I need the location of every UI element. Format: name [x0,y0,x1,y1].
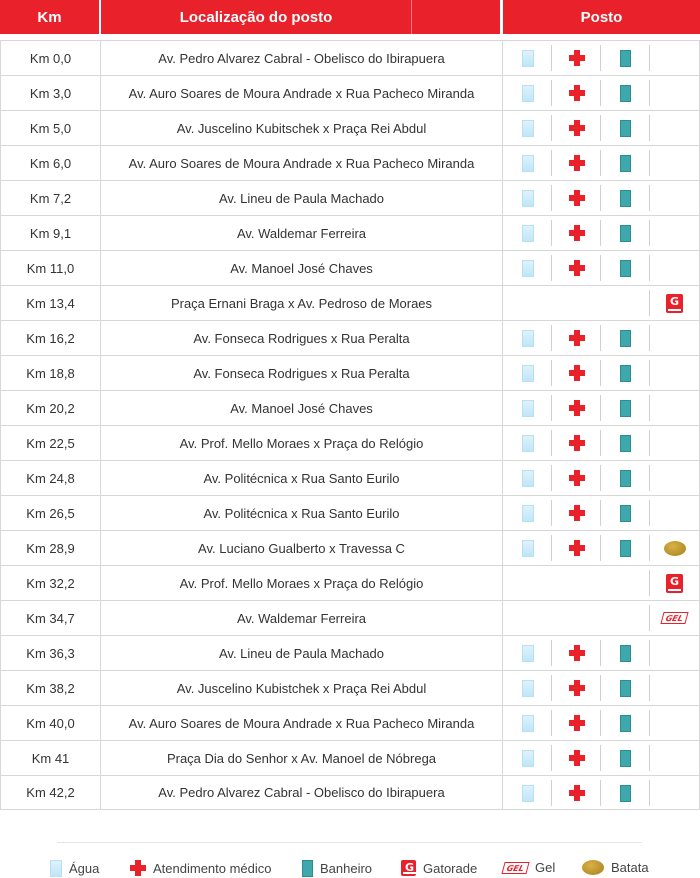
km-cell: Km 13,4 [0,286,101,320]
restroom-icon [620,50,631,67]
posto-slot [601,430,650,456]
posto-slot [601,675,650,701]
restroom-icon [620,190,631,207]
km-cell: Km 42,2 [0,776,101,809]
posto-slot [552,185,601,211]
legend-banheiro-label: Banheiro [320,861,373,876]
medical-cross-icon [569,470,585,486]
restroom-icon [620,435,631,452]
posto-slot [552,325,601,351]
posto-slot [552,500,601,526]
table-row [0,180,700,215]
legend [0,860,700,878]
restroom-icon [620,365,631,382]
table-row [0,565,700,600]
km-cell: Km 3,0 [0,76,101,110]
posto-cell [503,671,700,705]
water-cup-icon [522,645,534,662]
posto-slot [601,115,650,141]
restroom-icon [620,120,631,137]
gatorade-logo-icon [666,574,683,593]
location-cell: Av. Prof. Mello Moraes x Praça do Relógio [101,566,503,600]
km-cell: Km 9,1 [0,216,101,250]
posto-slot [552,535,601,561]
posto-slot [503,395,552,421]
table-row [0,40,700,75]
medical-cross-icon [569,330,585,346]
location-cell: Praça Ernani Braga x Av. Pedroso de Moraes [101,286,503,320]
posto-slot [503,780,552,806]
table-row [0,670,700,705]
restroom-icon [620,645,631,662]
posto-slot [552,675,601,701]
posto-slot [552,115,601,141]
posto-slot [601,80,650,106]
posto-slot [601,325,650,351]
posto-slot [552,45,601,71]
water-cup-icon [522,680,534,697]
medical-cross-icon [569,715,585,731]
posto-slot [601,535,650,561]
posto-slot [552,80,601,106]
posto-slot [552,465,601,491]
posto-slot [552,430,601,456]
posto-cell [503,41,700,75]
water-cup-icon [522,470,534,487]
posto-slot [601,255,650,281]
table-row [0,425,700,460]
posto-cell [503,286,700,320]
water-cup-icon [522,155,534,172]
posto-slot [601,150,650,176]
posto-cell [503,496,700,530]
restroom-icon [620,680,631,697]
table-row [0,705,700,740]
legend-gel-label: Gel [535,860,556,875]
water-cup-icon [522,190,534,207]
restroom-icon [620,540,631,557]
restroom-icon [620,225,631,242]
posto-table [0,40,700,810]
posto-cell [503,461,700,495]
posto-cell [503,426,700,460]
restroom-icon [620,155,631,172]
posto-slot [650,290,699,316]
posto-slot [503,115,552,141]
location-cell: Av. Auro Soares de Moura Andrade x Rua Pacheco Miranda [101,706,503,740]
km-cell: Km 28,9 [0,531,101,565]
km-cell: Km 40,0 [0,706,101,740]
posto-cell [503,146,700,180]
posto-slot [601,395,650,421]
legend-medico-label: Atendimento médico [153,860,272,876]
posto-slot [503,325,552,351]
km-cell: Km 20,2 [0,391,101,425]
water-cup-icon [522,120,534,137]
posto-slot [503,675,552,701]
header-localizacao: Localização do posto [101,0,411,34]
header-km: Km [0,0,99,34]
posto-slot [503,465,552,491]
posto-slot [503,535,552,561]
table-row [0,460,700,495]
posto-slot [503,430,552,456]
location-cell: Praça Dia do Senhor x Av. Manoel de Nóbrega [101,741,503,775]
km-cell: Km 38,2 [0,671,101,705]
posto-slot [601,745,650,771]
posto-cell [503,111,700,145]
posto-cell [503,741,700,775]
restroom-icon [620,750,631,767]
medical-cross-icon [569,260,585,276]
location-cell: Av. Lineu de Paula Machado [101,181,503,215]
water-cup-icon [522,50,534,67]
table-row [0,320,700,355]
restroom-icon [620,505,631,522]
legend-agua-label: Água [69,861,100,876]
posto-cell [503,531,700,565]
table-row [0,250,700,285]
table-row [0,495,700,530]
water-cup-icon [522,400,534,417]
water-cup-icon [522,435,534,452]
posto-slot [601,500,650,526]
location-cell: Av. Fonseca Rodrigues x Rua Peralta [101,321,503,355]
location-cell: Av. Lineu de Paula Machado [101,636,503,670]
medical-cross-icon [569,400,585,416]
table-row [0,215,700,250]
km-cell: Km 24,8 [0,461,101,495]
water-cup-icon [522,785,534,802]
location-cell: Av. Pedro Alvarez Cabral - Obelisco do Ibirapuera [101,41,503,75]
posto-slot [503,640,552,666]
table-row [0,110,700,145]
km-cell: Km 36,3 [0,636,101,670]
restroom-icon [620,400,631,417]
medical-cross-icon [569,190,585,206]
km-cell: Km 32,2 [0,566,101,600]
posto-cell [503,391,700,425]
water-cup-icon [522,750,534,767]
gatorade-logo-icon [401,860,416,876]
water-cup-icon [522,260,534,277]
posto-slot [552,255,601,281]
km-cell: Km 5,0 [0,111,101,145]
medical-cross-icon [569,120,585,136]
posto-slot [552,395,601,421]
location-cell: Av. Manoel José Chaves [101,391,503,425]
gel-logo-icon: GEL [501,862,529,874]
location-cell: Av. Manoel José Chaves [101,251,503,285]
posto-slot [503,80,552,106]
legend-gatorade-label: Gatorade [423,860,478,876]
location-cell: Av. Waldemar Ferreira [101,216,503,250]
legend-medico [130,860,272,876]
restroom-icon [620,785,631,802]
legend-gel [503,860,555,875]
water-cup-icon [522,85,534,102]
table-row [0,285,700,320]
posto-slot [601,45,650,71]
table-row [0,390,700,425]
km-cell: Km 18,8 [0,356,101,390]
header-localizacao-extension [411,0,500,34]
km-cell: Km 16,2 [0,321,101,355]
location-cell: Av. Prof. Mello Moraes x Praça do Relógio [101,426,503,460]
posto-cell [503,636,700,670]
medical-cross-icon [569,645,585,661]
medical-cross-icon [569,680,585,696]
gatorade-logo-icon [666,294,683,313]
posto-slot [503,500,552,526]
posto-slot [552,780,601,806]
location-cell: Av. Pedro Alvarez Cabral - Obelisco do Ibirapuera [101,776,503,809]
posto-cell [503,356,700,390]
potato-icon [582,860,604,875]
water-cup-icon [522,225,534,242]
medical-cross-icon [569,155,585,171]
location-cell: Av. Waldemar Ferreira [101,601,503,635]
km-cell: Km 22,5 [0,426,101,460]
posto-cell [503,706,700,740]
legend-gatorade [401,860,477,876]
water-cup-icon [522,505,534,522]
water-cup-icon [522,540,534,557]
potato-icon [664,541,686,556]
restroom-icon [302,860,313,877]
posto-slot [601,185,650,211]
posto-cell [503,321,700,355]
km-cell: Km 11,0 [0,251,101,285]
km-cell: Km 6,0 [0,146,101,180]
medical-cross-icon [569,225,585,241]
posto-slot [601,360,650,386]
medical-cross-icon [569,785,585,801]
medical-cross-icon [569,365,585,381]
table-row [0,775,700,810]
posto-slot [503,220,552,246]
legend-banheiro [302,860,372,877]
location-cell: Av. Fonseca Rodrigues x Rua Peralta [101,356,503,390]
water-cup-icon [522,365,534,382]
posto-slot [503,185,552,211]
posto-cell [503,601,700,635]
table-row [0,75,700,110]
header-posto: Posto [503,0,700,34]
location-cell: Av. Politécnica x Rua Santo Eurilo [101,496,503,530]
km-cell: Km 7,2 [0,181,101,215]
table-row [0,635,700,670]
posto-slot [552,710,601,736]
restroom-icon [620,260,631,277]
restroom-icon [620,85,631,102]
legend-agua [50,860,99,877]
posto-slot [601,780,650,806]
km-cell: Km 0,0 [0,41,101,75]
posto-slot [552,360,601,386]
posto-slot [503,745,552,771]
posto-slot [601,220,650,246]
location-cell: Av. Luciano Gualberto x Travessa C [101,531,503,565]
posto-cell [503,76,700,110]
legend-divider [57,842,642,843]
posto-slot [552,640,601,666]
table-row [0,740,700,775]
posto-cell [503,566,700,600]
posto-slot [650,535,699,561]
posto-slot [601,640,650,666]
posto-slot [503,45,552,71]
posto-cell [503,181,700,215]
location-cell: Av. Juscelino Kubistchek x Praça Rei Abdul [101,671,503,705]
medical-cross-icon [569,435,585,451]
table-row [0,530,700,565]
posto-slot [650,605,699,631]
posto-slot [503,255,552,281]
posto-slot [650,570,699,596]
posto-slot [601,710,650,736]
medical-cross-icon [569,540,585,556]
posto-slot [552,220,601,246]
location-cell: Av. Juscelino Kubitschek x Praça Rei Abdul [101,111,503,145]
medical-cross-icon [569,85,585,101]
posto-cell [503,251,700,285]
km-cell: Km 34,7 [0,601,101,635]
medical-cross-icon [569,505,585,521]
water-cup-icon [522,715,534,732]
restroom-icon [620,715,631,732]
restroom-icon [620,330,631,347]
water-cup-icon [522,330,534,347]
table-row [0,145,700,180]
posto-slot [552,150,601,176]
posto-slot [601,465,650,491]
posto-slot [503,150,552,176]
posto-cell [503,216,700,250]
medical-cross-icon [569,750,585,766]
posto-cell [503,776,700,809]
posto-slot [503,710,552,736]
medical-cross-icon [569,50,585,66]
km-cell: Km 26,5 [0,496,101,530]
location-cell: Av. Auro Soares de Moura Andrade x Rua Pacheco Miranda [101,146,503,180]
table-row [0,600,700,635]
table-row [0,355,700,390]
medical-cross-icon [130,860,146,876]
posto-slot [503,360,552,386]
posto-slot [552,745,601,771]
legend-batata-label: Batata [611,860,649,875]
location-cell: Av. Politécnica x Rua Santo Eurilo [101,461,503,495]
water-cup-icon [50,860,62,877]
restroom-icon [620,470,631,487]
gel-logo-icon: GEL [660,612,688,624]
location-cell: Av. Auro Soares de Moura Andrade x Rua Pacheco Miranda [101,76,503,110]
km-cell: Km 41 [0,741,101,775]
legend-batata [582,860,649,875]
